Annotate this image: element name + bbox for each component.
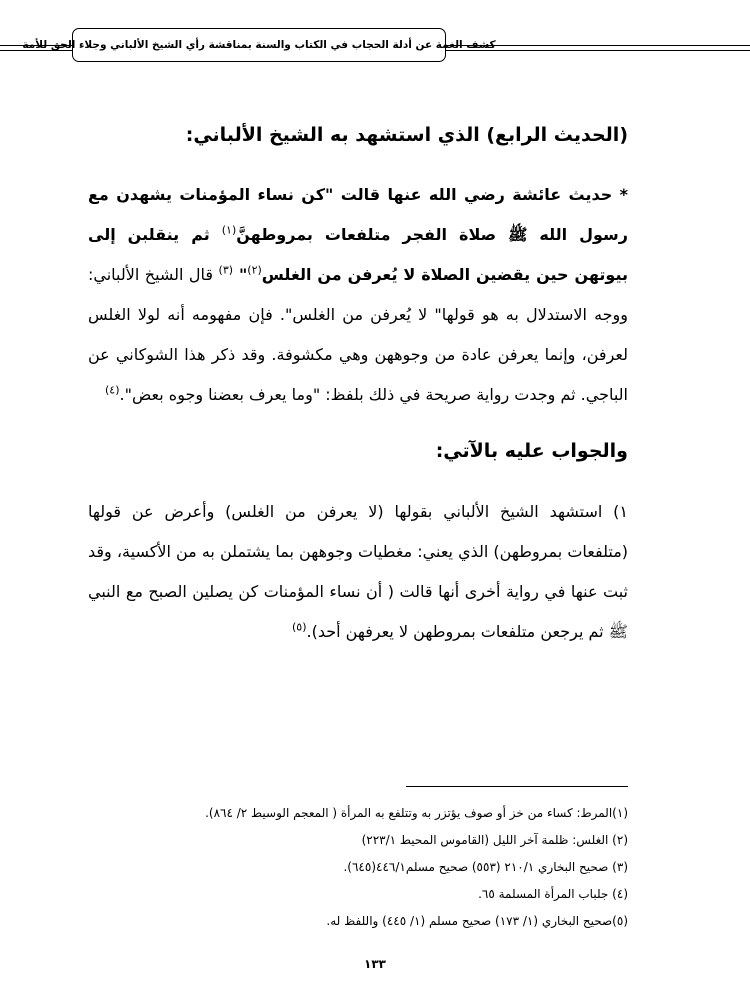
- footnote-ref-1[interactable]: (١): [221, 223, 237, 237]
- section-heading-answer: والجواب عليه بالآتي:: [435, 440, 628, 462]
- footnote-item: (٥)صحيح البخاري (١/ ١٧٣) صحيح مسلم (١/ ٤٤٥) واللفظ له.: [326, 914, 628, 928]
- page-number: ١٣٣: [364, 957, 386, 971]
- footnote-ref-2[interactable]: (٢): [247, 263, 262, 277]
- hadith-text-3: ": [233, 265, 248, 284]
- hadith-text-1: * حديث عائشة رضي الله عنها قالت "كن نساء المؤمنات يشهدن مع رسول الله ﷺ صلاة الفجر متلفعات بمروطهنَّ: [88, 185, 628, 244]
- footnotes-list: [88, 800, 628, 935]
- answer-paragraph: [88, 492, 628, 652]
- albani-argument-text: قال الشيخ الألباني: ووجه الاستدلال به هو قولها" لا يُعرفن من الغلس". فإن مفهومه أنه لولا الغلس لعرفن، وإنما يعرفن عادة من وجوههن وهي مكشوفة. وقد ذكر هذا الشوكاني عن الباجي. ثم وجدت رواية صريحة في ذلك بلفظ: "وما يعرف بعضنا وجوه بعض".: [88, 265, 628, 404]
- answer-text: ١) استشهد الشيخ الألباني بقولها (لا يعرفن من الغلس) وأعرض عن قولها (متلفعات بمروطهن) الذي يعني: مغطيات وجوههن بما يشتملن به من الأكسية، وقد ثبت عنها في رواية أخرى أنها قالت ( أن نساء المؤمنات كن يصلين الصبح مع النبي ﷺ ثم يرجعن متلفعات بمروطهن لا يعرفهن أحد).: [88, 502, 628, 641]
- footnote-item: (٤) جلباب المرأة المسلمة ٦٥.: [478, 887, 628, 901]
- footnote-ref-3[interactable]: (٣): [218, 263, 234, 277]
- hadith-text-2: ثم ينقلبن إلى بيوتهن حين يقضين الصلاة لا يُعرفن من الغلس: [88, 225, 629, 284]
- footnote-item: (١)المرط: كساء من خز أو صوف يؤتزر به وتتلفع به المرأة ( المعجم الوسيط ٢/ ٨٦٤).: [205, 806, 628, 820]
- footnote-separator: [406, 786, 628, 787]
- footnote-ref-4[interactable]: (٤): [104, 383, 120, 397]
- footnote-item: (٢) الغلس: ظلمة آخر الليل (القاموس المحيط ٢٢٣/١): [361, 833, 628, 847]
- footnote-item: (٣) صحيح البخاري ٢١٠/١ (٥٥٣) صحيح مسلم٤٤٦/١(٦٤٥).: [343, 860, 628, 874]
- hadith-paragraph: [88, 175, 628, 415]
- section-heading-fourth-hadith: (الحديث الرابع) الذي استشهد به الشيخ الألباني:: [185, 124, 628, 146]
- footnote-ref-5[interactable]: (٥): [292, 620, 307, 634]
- running-header-title: كشف الغمة عن أدلة الحجاب في الكتاب والسنة بمناقشة رأي الشيخ الألباني وجلاء الحق للأمة: [22, 39, 496, 51]
